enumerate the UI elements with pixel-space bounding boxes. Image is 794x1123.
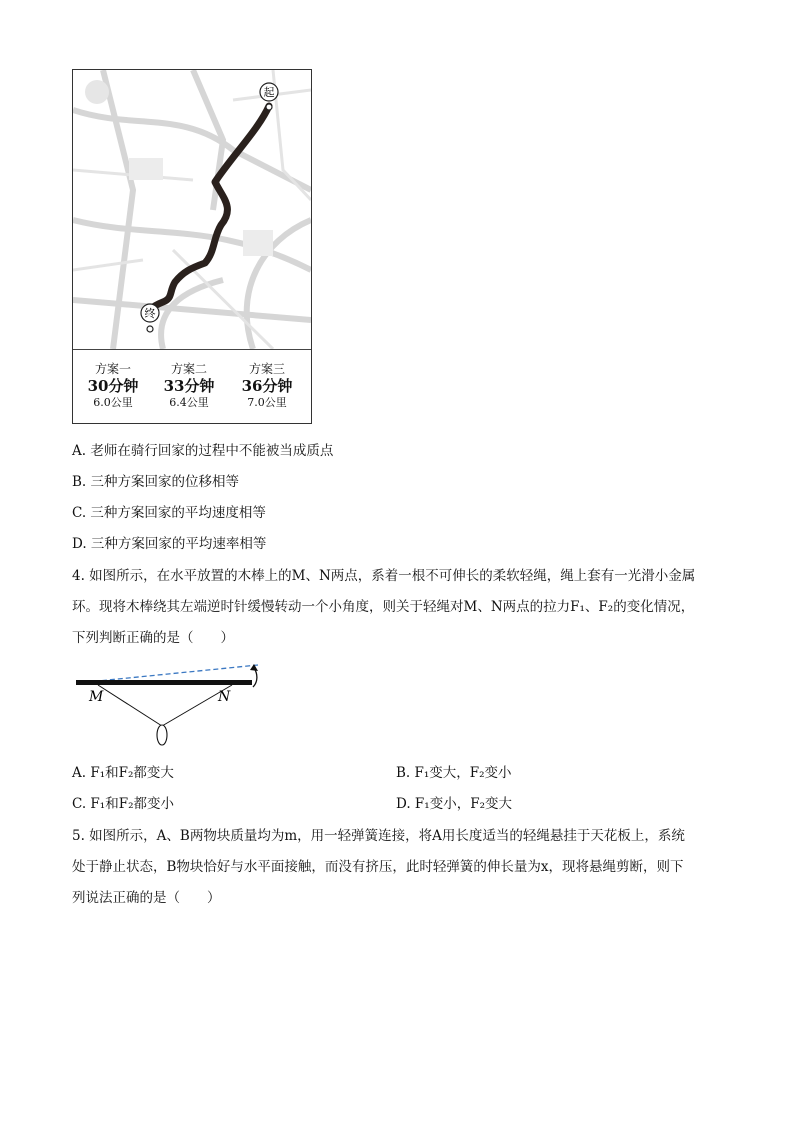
label-m: M xyxy=(89,689,104,705)
q3-option-b: B. 三种方案回家的位移相等 xyxy=(72,474,240,490)
q5-stem-line-3: 列说法正确的是（ ） xyxy=(72,890,221,906)
q4-rod-rope-figure xyxy=(72,660,272,750)
route-map xyxy=(73,70,311,349)
map-block xyxy=(243,230,273,256)
map-landmark xyxy=(85,80,109,104)
q4-option-d: D. F₁变小，F₂变大 xyxy=(396,796,512,812)
q5-stem-line-2: 处于静止状态，B物块恰好与水平面接触，而没有挤压，此时轻弹簧的伸长量为x，现将悬绳剪断，则下 xyxy=(72,859,684,875)
map-streets xyxy=(73,70,311,349)
q3-option-c: C. 三种方案回家的平均速度相等 xyxy=(72,505,266,521)
plan-2 xyxy=(153,362,225,410)
q5-stem-line-1: 5. 如图所示，A、B两物块质量均为m，用一轻弹簧连接，将A用长度适当的轻绳悬挂于天花板上，系统 xyxy=(72,828,685,844)
q4-option-b: B. F₁变大，F₂变小 xyxy=(396,765,512,781)
wooden-rod xyxy=(76,680,252,685)
plan-time: 30分钟 xyxy=(87,377,139,395)
plan-time: 36分钟 xyxy=(241,377,293,395)
plan-1 xyxy=(77,362,149,410)
route-map-figure xyxy=(72,69,312,424)
plan-distance: 7.0公里 xyxy=(247,395,287,409)
plan-name: 方案三 xyxy=(248,362,285,376)
plan-name: 方案二 xyxy=(170,362,207,376)
plan-distance: 6.4公里 xyxy=(169,395,209,409)
plan-time: 33分钟 xyxy=(163,377,215,395)
plan-name: 方案一 xyxy=(94,362,131,376)
q4-stem-line-3: 下列判断正确的是（ ） xyxy=(72,630,234,646)
start-marker-label: 起 xyxy=(263,86,275,99)
rope-left xyxy=(98,685,162,726)
plan-distance: 6.0公里 xyxy=(93,395,133,409)
q3-option-d: D. 三种方案回家的平均速率相等 xyxy=(72,536,267,552)
metal-ring xyxy=(157,725,167,745)
end-marker-label: 终 xyxy=(144,307,156,320)
q4-option-c: C. F₁和F₂都变小 xyxy=(72,796,174,812)
q4-stem-line-2: 环。现将木棒绕其左端逆时针缓慢转动一个小角度，则关于轻绳对M、N两点的拉力F₁、F₂的变化情况， xyxy=(72,599,695,615)
rotation-arrow-icon xyxy=(253,668,257,687)
end-marker-icon xyxy=(141,304,159,332)
route-plans xyxy=(73,350,311,424)
q4-stem-line-1: 4. 如图所示，在水平放置的木棒上的M、N两点，系着一根不可伸长的柔软轻绳，绳上套有一光滑小金属 xyxy=(72,568,696,584)
q4-option-a: A. F₁和F₂都变大 xyxy=(72,765,174,781)
map-block xyxy=(129,158,163,180)
label-n: N xyxy=(218,689,231,705)
plan-3 xyxy=(231,362,303,410)
q3-option-a: A. 老师在骑行回家的过程中不能被当成质点 xyxy=(72,443,334,459)
